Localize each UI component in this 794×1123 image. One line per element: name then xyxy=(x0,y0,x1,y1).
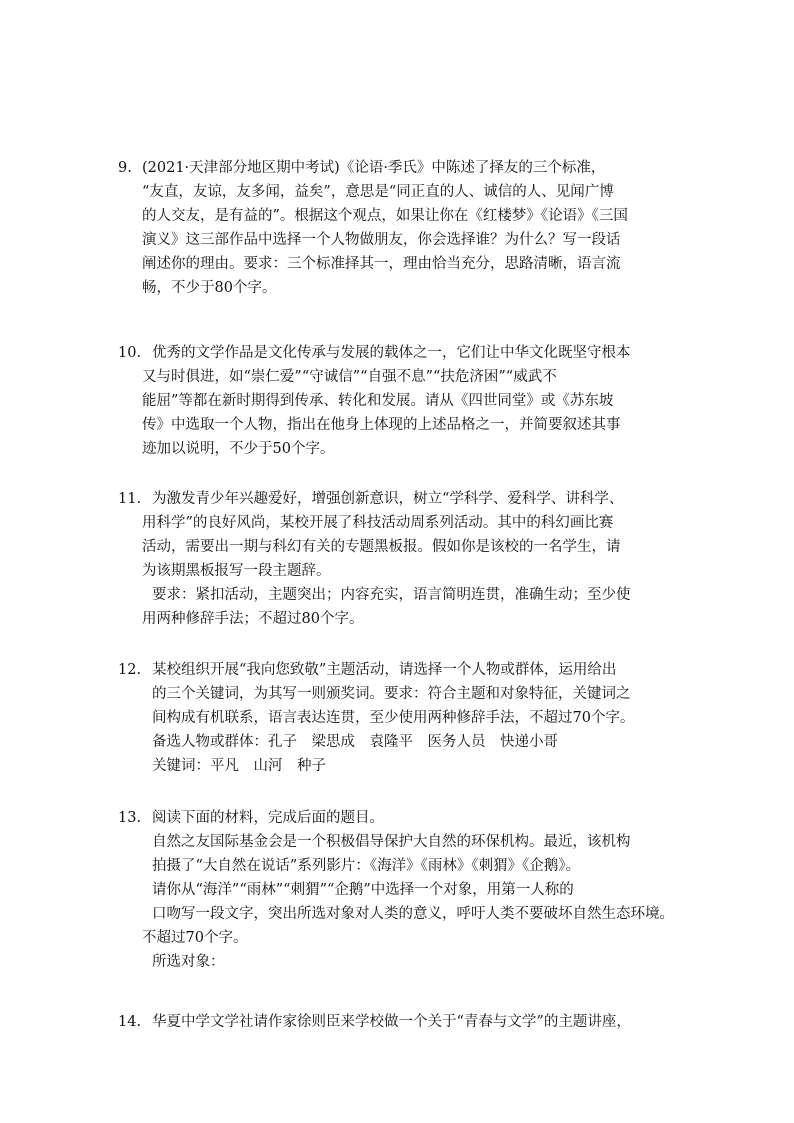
question-text-line: 活动，需要出一期与科幻有关的专题黑板报。假如你是该校的一名学生，请 xyxy=(142,539,621,555)
question-9 xyxy=(118,156,678,300)
question-text-line: 不超过70个字。 xyxy=(142,930,248,946)
question-text-line: 自然之友国际基金会是一个积极倡导保护大自然的环保机构。最近，该机构 xyxy=(152,834,631,850)
question-number: 12. xyxy=(118,662,142,678)
question-text-line: 的三个关键词，为其写一则颁奖词。要求：符合主题和对象特征，关键词之 xyxy=(152,686,631,702)
question-text-line: 迹加以说明，不少于50个字。 xyxy=(142,441,335,457)
question-13 xyxy=(118,806,678,974)
question-text-line: 为该期黑板报写一段主题辞。 xyxy=(142,563,331,579)
question-number: 9. xyxy=(118,160,132,176)
question-text-line: 所选对象： xyxy=(152,954,225,970)
question-number: 13. xyxy=(118,810,142,826)
question-11 xyxy=(118,487,678,631)
question-text-line: (2021·天津部分地区期中考试)《论语·季氏》中陈述了择友的三个标准， xyxy=(142,160,606,176)
question-text-line: 阅读下面的材料，完成后面的题目。 xyxy=(152,810,384,826)
question-text-line: 备选人物或群体：孔子 梁思成 袁隆平 医务人员 快递小哥 xyxy=(152,734,558,750)
question-number: 14. xyxy=(118,1014,142,1030)
question-text-line: 的人交友，是有益的”。根据这个观点，如果让你在《红楼梦》《论语》《三国 xyxy=(142,208,628,224)
question-text-line: 用两种修辞手法；不超过80个字。 xyxy=(142,611,364,627)
question-text-line: 阐述你的理由。要求：三个标准择其一，理由恰当充分，思路清晰，语言流 xyxy=(142,256,621,272)
question-number: 10. xyxy=(118,345,142,361)
question-text-line: 畅，不少于80个字。 xyxy=(142,280,277,296)
question-text-line: 又与时俱进，如“崇仁爱”“守诚信”“自强不息”“扶危济困”“威武不 xyxy=(142,369,557,385)
question-14 xyxy=(118,1010,678,1034)
question-text-line: 优秀的文学作品是文化传承与发展的载体之一，它们让中华文化既坚守根本 xyxy=(152,345,631,361)
question-text-line: 拍摄了“大自然在说话”系列影片：《海洋》《雨林》《刺猬》《企鹅》。 xyxy=(152,858,581,874)
question-10 xyxy=(118,341,678,461)
question-text-line: 华夏中学文学社请作家徐则臣来学校做一个关于“青春与文学”的主题讲座， xyxy=(152,1014,631,1030)
question-text-line: “友直，友谅，友多闻，益矣”，意思是“同正直的人、诚信的人、见闻广博 xyxy=(142,184,614,200)
question-text-line: 演义》这三部作品中选择一个人物做朋友，你会选择谁？为什么？写一段话 xyxy=(142,232,621,248)
question-text-line: 某校组织开展“我向您致敬”主题活动，请选择一个人物或群体，运用给出 xyxy=(152,662,617,678)
question-text-line: 间构成有机联系，语言表达连贯，至少使用两种修辞手法，不超过70个字。 xyxy=(152,710,635,726)
question-text-line: 为激发青少年兴趣爱好，增强创新意识，树立“学科学、爱科学、讲科学、 xyxy=(152,491,624,507)
question-12 xyxy=(118,658,678,778)
question-text-line: 要求：紧扣活动，主题突出；内容充实，语言简明连贯，准确生动；至少使 xyxy=(152,587,631,603)
question-text-line: 传》中选取一个人物，指出在他身上体现的上述品格之一，并简要叙述其事 xyxy=(142,417,621,433)
question-text-line: 口吻写一段文字，突出所选对象对人类的意义，呼吁人类不要破坏自然生态环境。 xyxy=(152,906,674,922)
question-number: 11. xyxy=(118,491,142,507)
question-text-line: 请你从“海洋”“雨林”“刺猬”“企鹅”中选择一个对象，用第一人称的 xyxy=(152,882,574,898)
question-text-line: 能屈”等都在新时期得到传承、转化和发展。请从《四世同堂》或《苏东坡 xyxy=(142,393,614,409)
question-text-line: 关键词：平凡 山河 种子 xyxy=(152,758,326,774)
question-text-line: 用科学”的良好风尚，某校开展了科技活动周系列活动。其中的科幻画比赛 xyxy=(142,515,614,531)
